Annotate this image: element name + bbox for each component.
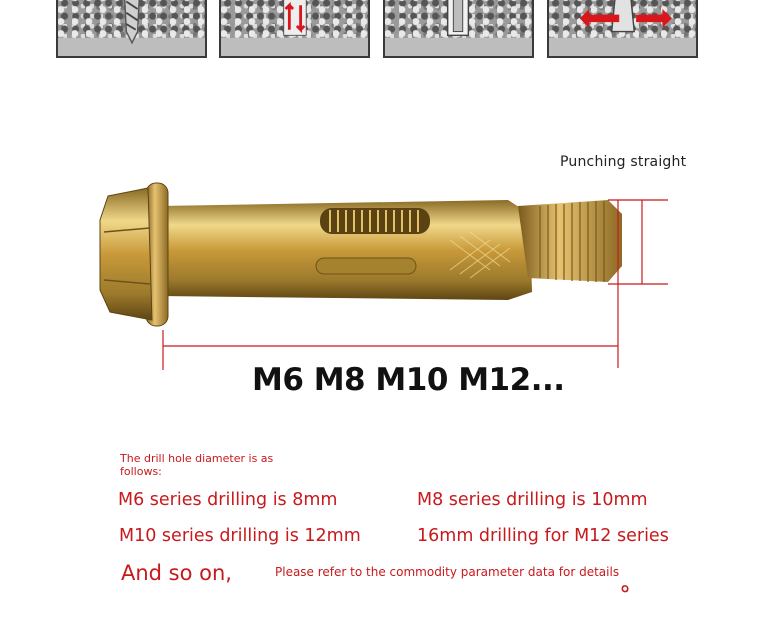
spec-m6: M6 series drilling is 8mm bbox=[118, 490, 338, 510]
expand-arrows-icon bbox=[549, 0, 696, 56]
drill-diameter-intro: The drill hole diameter is as follows: bbox=[120, 452, 274, 478]
size-range-heading: M6 M8 M10 M12... bbox=[252, 362, 565, 398]
sleeve-lower-slot bbox=[316, 258, 416, 274]
refer-note: Please refer to the commodity parameter data for details bbox=[275, 565, 620, 579]
step-panel-insert bbox=[383, 0, 534, 58]
end-mark: 。 bbox=[621, 571, 644, 596]
knurled-cone bbox=[518, 200, 622, 282]
punch-label: Punching straight bbox=[560, 154, 687, 170]
insert-bolt-icon bbox=[385, 0, 532, 56]
step-panel-expand bbox=[547, 0, 698, 58]
sleeve-slot bbox=[320, 208, 430, 234]
step-panel-drill bbox=[56, 0, 207, 58]
and-so-on-text: And so on, bbox=[121, 561, 232, 585]
hex-nut bbox=[100, 188, 152, 320]
spec-m12: 16mm drilling for M12 series bbox=[417, 526, 669, 546]
step-panel-clean bbox=[219, 0, 370, 58]
drill-icon bbox=[58, 0, 205, 56]
clean-hole-icon bbox=[221, 0, 368, 56]
spec-m10: M10 series drilling is 12mm bbox=[119, 526, 361, 546]
spec-m8: M8 series drilling is 10mm bbox=[417, 490, 648, 510]
